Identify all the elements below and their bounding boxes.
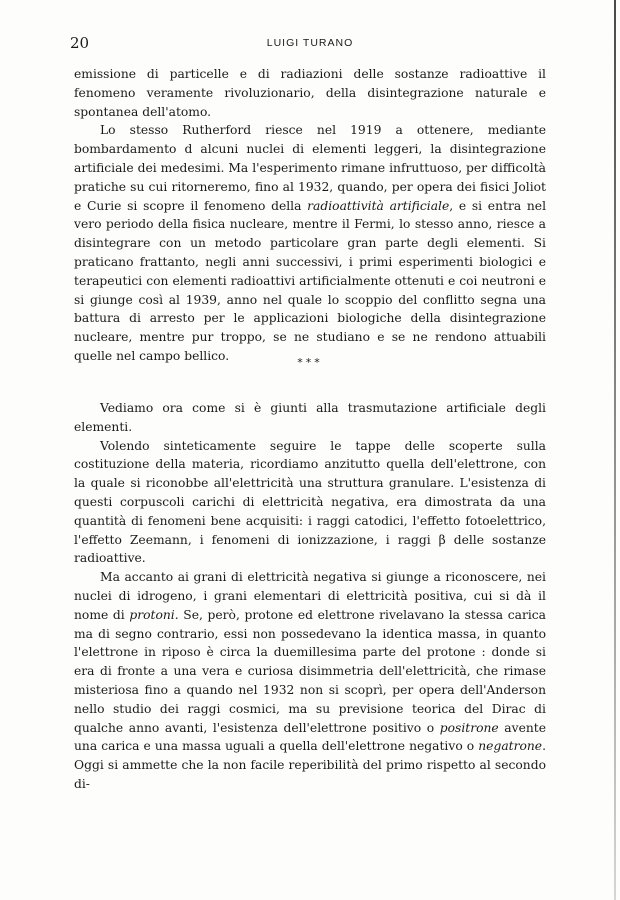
text-run: Vediamo ora come si è giunti alla trasmutazione artificiale degli elementi.	[74, 401, 546, 434]
text-run: , e si entra nel vero periodo della fisica nucleare, mentre il Fermi, lo stesso anno, riesce a disintegrare con un metodo particolare gran parte degli elementi. Si praticano frattanto, negli anni successivi, i primi esperimenti biologici e terapeutici con elementi radioattivi artificialmente ottenuti e coi neutroni e si giunge così al 1939, anno nel quale lo scoppio del conflitto segna una battura di arresto per le applicazioni biologiche della disintegrazione nucleare, mentre pur troppo, se ne studiano e se ne rendono attuabili quelle nel campo bellico.	[74, 198, 546, 363]
text-section-2	[74, 399, 546, 794]
page-number: 20	[70, 34, 90, 52]
paragraph-elettrone	[74, 437, 546, 569]
text-run: emissione di particelle e di radiazioni delle sostanze radioattive il fenomeno veramente rivoluzionario, della disintegrazione naturale e spontanea dell'atomo.	[74, 67, 546, 119]
paragraph-protoni	[74, 568, 546, 794]
italic-term: positrone	[439, 720, 499, 735]
text-run: . Oggi si ammette che la non facile reperibilità del primo rispetto al secondo di-	[74, 739, 546, 791]
running-head: LUIGI TURANO	[266, 37, 354, 49]
text-run: . Se, però, protone ed elettrone rivelavano la stessa carica ma di segno contrario, essi non possedevano la identica massa, in quanto l'elettrone in riposo è circa la duemillesima parte del protone : donde si era di fronte a una vera e curiosa disimmetria dell'elettricità, che rimase misteriosa fino a quando nel 1932 non si scoprì, per opera dell'Anderson nello studio dei raggi cosmici, ma su previsione teorica del Dirac di qualche anno avanti, l'esistenza dell'elettrone positivo o	[74, 607, 546, 735]
section-separator: ***	[297, 356, 323, 369]
paragraph-trasmutazione	[74, 399, 546, 437]
italic-term: negatrone	[478, 739, 543, 754]
text-run: Volendo sinteticamente seguire le tappe delle scoperte sulla costituzione della materia, ricordiamo anzitutto quella dell'elettrone, con la quale si riconobbe all'elettricità una struttura granulare. L'esistenza di questi corpuscoli carichi di elettricità negativa, era dimostrata da una quantità di fenomeni bene acquisiti: i raggi catodici, l'effetto fotoelettrico, l'effetto Zeemann, i fenomeni di ionizzazione, i raggi β delle sostanze radioattive.	[74, 438, 546, 566]
text-run: Ma accanto ai grani di elettricità negativa si giunge a riconoscere, nei nuclei di idrogeno, i grani elementari di elettricità positiva, cui si dà il nome di	[74, 570, 546, 622]
text-section-1	[74, 65, 546, 366]
text-run: avente una carica e una massa uguali a quella dell'elettrone negativo o	[74, 720, 547, 754]
italic-term: radioattività artificiale	[307, 198, 450, 213]
italic-term: protoni	[129, 607, 175, 622]
paragraph-rutherford	[74, 121, 546, 365]
page-header	[70, 34, 550, 54]
page-edge-shadow	[614, 0, 616, 900]
text-run: Lo stesso Rutherford riesce nel 1919 a ottenere, mediante bombardamento d alcuni nuclei di elementi leggeri, la disintegrazione artificiale dei medesimi. Ma l'esperimento rimane infruttuoso, per difficoltà pratiche su cui ritorneremo, fino al 1932, quando, per opera dei fisici Joliot e Curie si scopre il fenomeno della	[74, 123, 546, 213]
paragraph-continuation	[74, 65, 546, 121]
